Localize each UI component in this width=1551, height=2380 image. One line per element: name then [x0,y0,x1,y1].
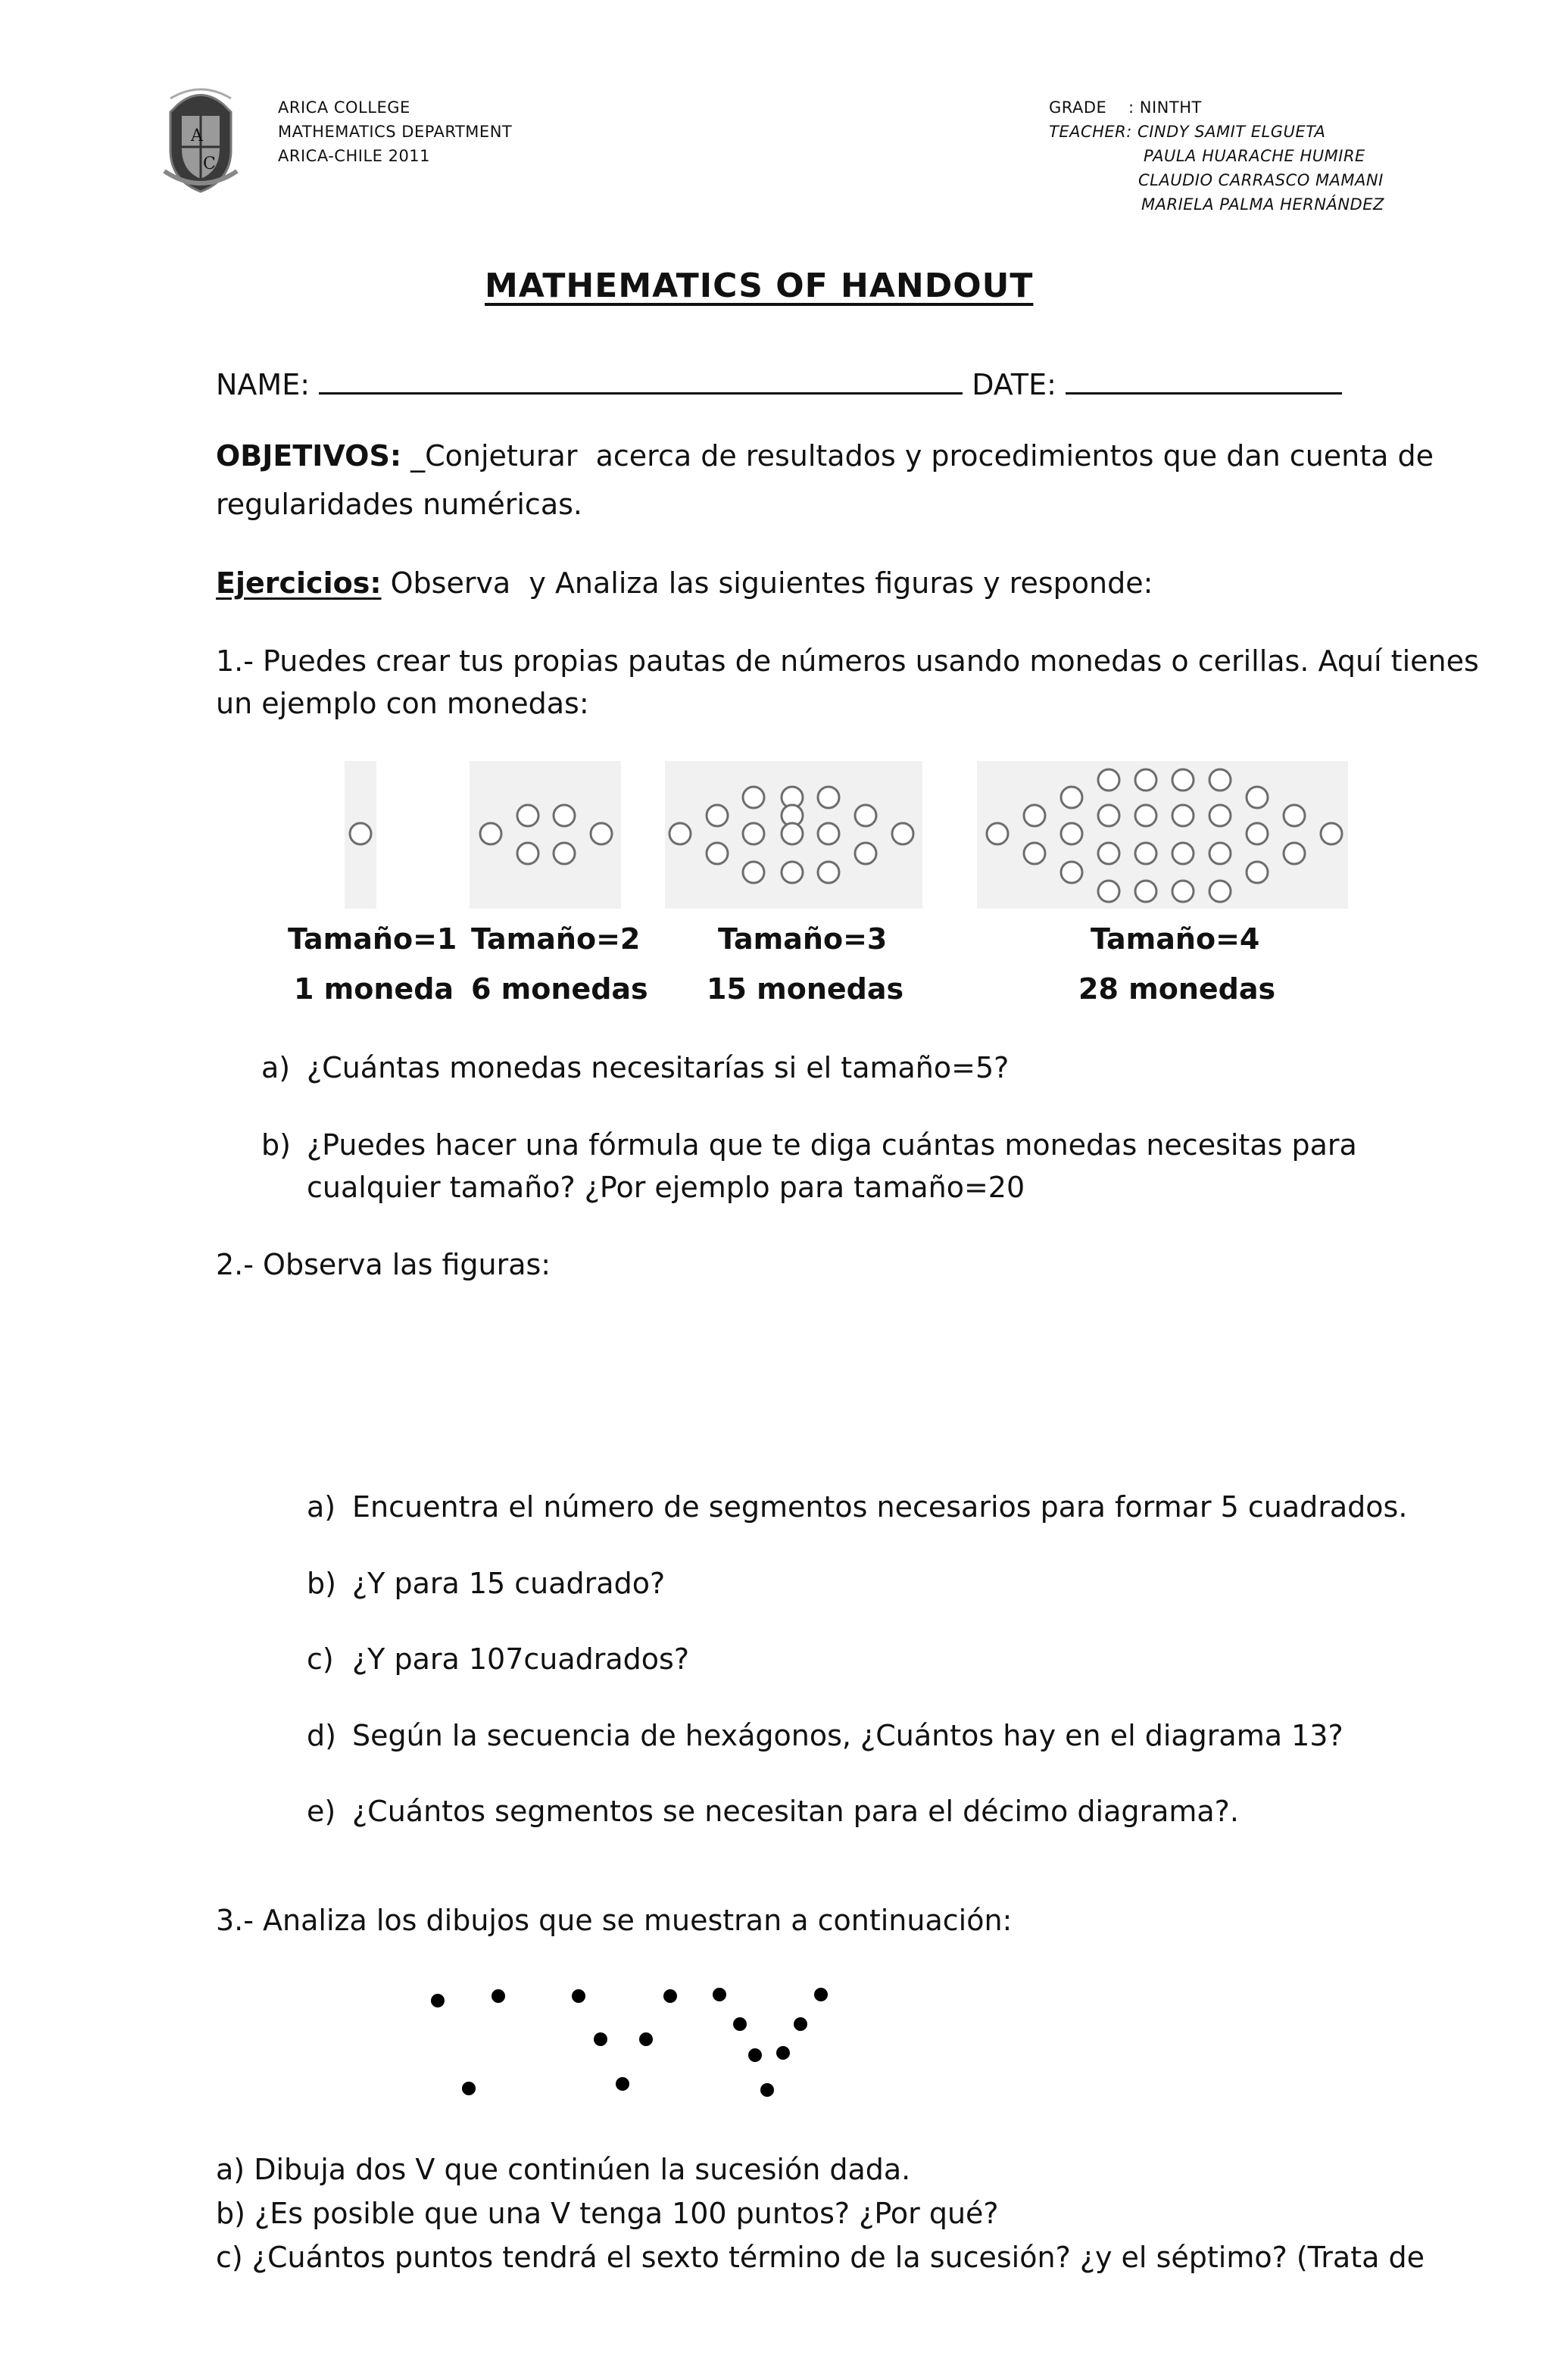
q2-intro: 2.- Observa las figuras: [216,1248,551,1281]
coin [818,787,839,808]
v-dot-patterns [0,1969,1551,2105]
coins-size-2 [480,805,612,864]
coin [743,823,764,844]
coin-patterns [0,0,1551,924]
coin [1247,862,1268,883]
q1-b-line-1: ¿Puedes hacer una fórmula que te diga cuántas monedas necesitas para [307,1128,1357,1162]
v-pattern-3 [713,1988,828,2097]
coin [517,805,538,826]
school-name: ARICA COLLEGE [278,98,410,117]
q1-b-line-2: cualquier tamaño? ¿Por ejemplo para tamaño=20 [307,1171,1025,1204]
teacher-label: TEACHER: CINDY SAMIT ELGUETA [1049,123,1326,141]
q2-b-letter: b) [307,1567,336,1600]
coins-label-1: 1 moneda [294,972,454,1006]
size-label-3: Tamaño=3 [718,922,888,956]
coins-size-3 [669,787,913,883]
coin [1098,769,1119,791]
dot [776,2046,790,2060]
objectives-text-1: _Conjeturar acerca de resultados y procedimientos que dan cuenta de [401,439,1434,473]
coins-label-3: 15 monedas [707,972,904,1006]
dot [663,1989,677,2003]
dot [748,2048,762,2062]
exercises-label: Ejercicios: [216,566,382,600]
q1-intro-line-1: 1.- Puedes crear tus propias pautas de números usando monedas o cerillas. Aquí tienes [216,644,1479,678]
q2-item-e [307,1790,1239,1833]
coins-size-1 [350,823,371,844]
school-location-year: ARICA-CHILE 2011 [278,147,431,165]
coin [554,805,575,826]
q2-b-text: ¿Y para 15 cuadrado? [352,1567,666,1600]
coin [1098,805,1119,826]
coin [1061,862,1082,883]
exercises-text: Observa y Analiza las siguientes figuras y responde: [381,566,1153,600]
coin [743,862,764,883]
q1-a-text: ¿Cuántas monedas necesitarías si el tamaño=5? [307,1051,1010,1084]
objectives-label: OBJETIVOS: [216,439,402,473]
coin [1098,843,1119,864]
dot [794,2017,807,2031]
q2-a-letter: a) [307,1490,336,1524]
q2-item-d [307,1714,1343,1757]
q2-item-c [307,1638,689,1680]
teacher-name-4: MARIELA PALMA HERNÁNDEZ [1141,195,1384,214]
coin [1172,805,1194,826]
coin [1321,823,1342,844]
size-label-4: Tamaño=4 [1091,922,1260,956]
dot [616,2077,629,2091]
coin [1061,787,1082,808]
grade-label: GRADE : NINTHT [1049,98,1202,117]
coin [1135,881,1156,902]
q2-d-letter: d) [307,1719,336,1752]
q1-b-letter: b) [261,1128,291,1162]
size-label-1: Tamaño=1 [288,922,457,956]
coin [1284,843,1305,864]
date-label: DATE: [972,368,1056,401]
department-name: MATHEMATICS DEPARTMENT [278,123,513,141]
coin [591,823,612,844]
coin [350,823,371,844]
coin [782,823,803,844]
coin [1098,881,1119,902]
q3-item-c: c) ¿Cuántos puntos tendrá el sexto término de la sucesión? ¿y el séptimo? (Trata de [216,2241,1425,2274]
q2-c-letter: c) [307,1642,334,1676]
coin [818,823,839,844]
size-label-2: Tamaño=2 [471,922,641,956]
q3-items [216,2148,1425,2279]
coins-size-4 [987,769,1342,902]
dot [713,1988,726,2001]
coin [1284,805,1305,826]
q1-a-letter: a) [261,1051,291,1084]
coin [743,787,764,808]
coin [855,843,876,864]
dot [733,2017,747,2031]
coin [707,843,728,864]
coin [1135,769,1156,791]
q3-item-b: b) ¿Es posible que una V tenga 100 puntos? ¿Por qué? [216,2197,999,2230]
logo-letters: A [191,126,203,145]
coin [1024,805,1045,826]
coin [1209,805,1231,826]
coin [480,823,501,844]
coin [892,823,913,844]
objectives-text-2: regularidades numéricas. [216,488,582,521]
q1-question-b [261,1124,1357,1209]
q2-c-text: ¿Y para 107cuadrados? [352,1642,690,1676]
coin [1247,823,1268,844]
name-label: NAME: [216,368,311,401]
coin [1061,823,1082,844]
q2-a-text: Encuentra el número de segmentos necesarios para formar 5 cuadrados. [352,1490,1408,1524]
v-pattern-2 [572,1989,677,2091]
dot [462,2082,476,2095]
q2-item-b [307,1562,665,1605]
page-title: MATHEMATICS OF HANDOUT [485,267,1034,305]
q3-item-a: a) Dibuja dos V que continúen la sucesión dada. [216,2153,911,2186]
q2-e-text: ¿Cuántos segmentos se necesitan para el décimo diagrama?. [352,1795,1239,1828]
coins-label-2: 6 monedas [471,972,648,1006]
coin [782,862,803,883]
dot [639,2032,653,2046]
coin [1172,843,1194,864]
svg-text:C: C [203,154,216,173]
coin [987,823,1008,844]
coin [554,843,575,864]
coin [818,862,839,883]
q2-e-letter: e) [307,1795,336,1828]
q1-question-a [261,1047,1009,1089]
v-pattern-1 [431,1989,505,2095]
coin [1172,769,1194,791]
dot [594,2032,607,2046]
coin [855,805,876,826]
coin [1247,787,1268,808]
q2-d-text: Según la secuencia de hexágonos, ¿Cuántos hay en el diagrama 13? [352,1719,1343,1752]
dot [814,1988,828,2001]
teacher-name-3: CLAUDIO CARRASCO MAMANI [1138,171,1384,189]
coin [669,823,691,844]
coin [1209,843,1231,864]
coin [1172,881,1194,902]
coin [1135,805,1156,826]
coin [517,843,538,864]
coins-label-4: 28 monedas [1078,972,1276,1006]
coin [1209,881,1231,902]
coin [1024,843,1045,864]
coin [1209,769,1231,791]
teacher-name-2: PAULA HUARACHE HUMIRE [1144,147,1365,165]
dot [492,1989,505,2003]
q1-intro-line-2: un ejemplo con monedas: [216,687,589,720]
coin [707,805,728,826]
dot [760,2083,774,2097]
coin [1135,843,1156,864]
dot [572,1989,585,2003]
q2-item-a [307,1486,1407,1528]
dot [431,1994,445,2007]
q3-intro: 3.- Analiza los dibujos que se muestran a continuación: [216,1904,1013,1937]
